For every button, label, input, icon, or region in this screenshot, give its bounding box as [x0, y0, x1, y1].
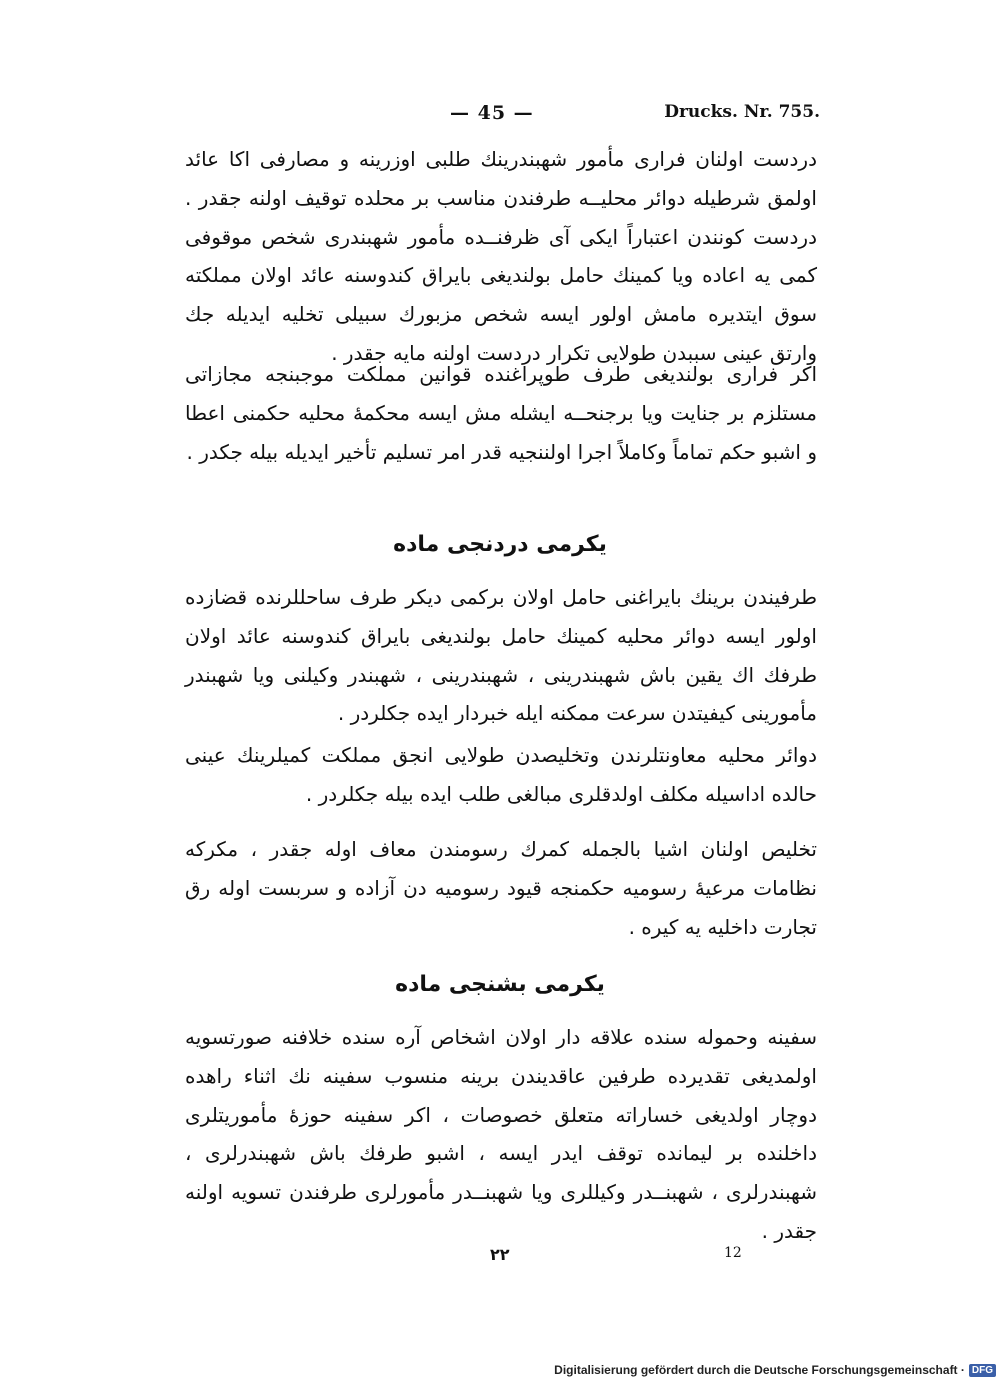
article-25-paragraph-1: سفینه وحموله سنده علاقه دار اولان اشخاص آره سنده خلافنه صورتسویه اولمدیغی تقدیرده طرفین عاقدیندن برینه منسوب سفینه نك اثناء راهده دوچار اولدیغی خساراته متعلق خصوصات ، اکر سفینه حوزهٔ مأموریتلری داخلنده بر لیمانده توقف ایدر ایسه ، اشبو طرفك باش شهبندرلری ، شهبندرلری ، شهبنــدر وکیللری ویا شهبنــدر مأمورلری طرفندن تسویه اولنه جقدر . [185, 1025, 817, 1243]
article-24-paragraph-2: دوائر محلیه معاونتلرندن وتخلیصدن طولایی انجق مملکت کمیلرینك عینی حالده اداسیله مکلف اولدقلری مبالغی طلب ایده بیله جکلردر . [185, 743, 817, 806]
dfg-logo-icon: DFG [969, 1364, 996, 1377]
arabic-page-number: ۲۲ [490, 1245, 510, 1264]
paragraph-2: اکر فراری بولندیغی طرف طوپراغنده قوانین مملکت موجبنجه مجازاتی مستلزم بر جنایت ویا برجنحــه ایشله مش ایسه محکمهٔ محلیه حکمنی اعطا و اشبو حکم تماماً وکاملاً اجرا اولننجیه قدر امر تسلیم تأخیر ایدیله بیله جکدر . [185, 362, 817, 464]
article-24-paragraph-1: طرفیندن برینك بایراغنی حامل اولان برکمی دیکر طرف ساحللرنده قضازده اولور ایسه دوائر محلیه کمینك حامل بولندیغی بایراق کندوسنه عائد اولان طرفك اك یقین باش شهبندرینی ، شهبندرینی ، شهبندر وکیلنی ویا شهبندر مأمورینی کیفیتدن سرعت ممکنه ایله خبردار ایده جکلردر . [185, 585, 817, 726]
digitization-credit [554, 1363, 996, 1377]
article-25-heading: یکرمی بشنجی ماده [395, 972, 605, 997]
page-marker: — 45 — [450, 102, 534, 124]
digitization-note: Digitalisierung gefördert durch die Deutsche Forschungsgemeinschaft · [554, 1363, 965, 1377]
article-24-paragraph-3: تخلیص اولنان اشیا بالجمله کمرك رسومندن معاف اوله جقدر ، مکرکه نظامات مرعیهٔ رسومیه حکمنجه قیود رسومیه دن آزاده و سربست اوله رق تجارت داخلیه یه کیره . [185, 837, 817, 939]
page-number: 12 [724, 1245, 742, 1261]
article-24-heading: یکرمی دردنجی ماده [393, 532, 607, 557]
paragraph-1: دردست اولنان فراری مأمور شهبندرینك طلبی اوزرینه و مصارفی اکا عائد اولمق شرطیله دوائر محلیــه طرفندن مناسب بر محلده توقیف اولنه جقدر . دردست کونندن اعتباراً ایکی آی ظرفنــده مأمور شهبندری شخص موقوفی کمی یه اعاده ویا کمینك حامل بولندیغی بایراق کندوسنه عائد اولان مملکته سوق ایتدیره مامش اولور ایسه شخص مزبورك سبیلی تخلیه ایدیله جك وارتق عینی سببدن طولایی تکرار دردست اولنه مایه جقدر . [185, 147, 817, 365]
print-reference: Drucks. Nr. 755. [664, 102, 820, 122]
